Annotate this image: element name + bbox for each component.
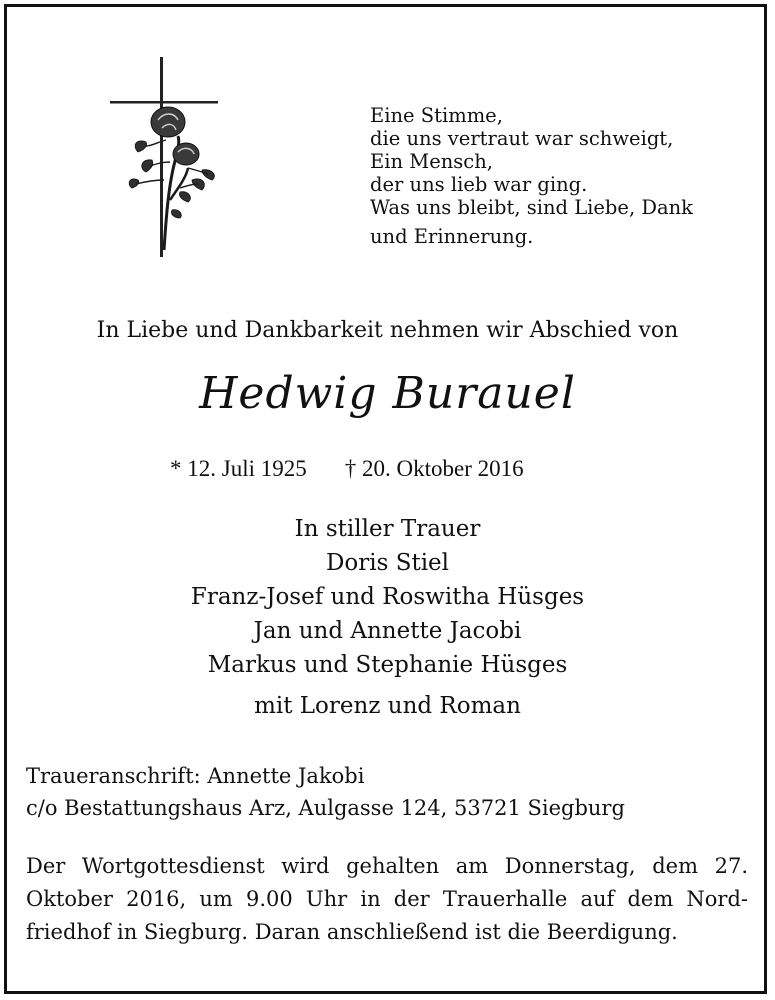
poem-line: Ein Mensch, [370,150,493,173]
mourner-line: mit Lorenz und Roman [254,693,521,719]
memorial-poem [370,104,750,248]
deceased-name: Hedwig Burauel [199,368,576,419]
address-line: Traueranschrift: Annette Jakobi [26,764,365,788]
mourner-line: Doris Stiel [325,550,450,576]
mourner-line: Franz-Josef und Roswitha Hüsges [190,584,585,610]
birth-date: * 12. Juli 1925 [170,456,307,481]
death-date: † 20. Oktober 2016 [344,456,524,481]
mourner-line: Markus und Stephanie Hüsges [207,652,568,678]
address-line: c/o Bestattungshaus Arz, Aulgasse 124, 53721 Siegburg [26,796,625,820]
mourner-line: Jan und Annette Jacobi [253,618,522,644]
mourning-address [26,760,746,824]
cross-with-rose-icon [108,50,233,265]
poem-line: Eine Stimme, [370,104,503,127]
life-dates [170,456,630,482]
poem-line: Was uns bleibt, sind Liebe, Dank [370,196,693,219]
poem-line: und Erinnerung. [370,225,534,248]
mourners-list [0,512,775,723]
poem-line: die uns vertraut war schweigt, [370,127,674,150]
poem-line: der uns lieb war ging. [370,173,588,196]
funeral-service-info: Der Wortgottesdienst wird gehalten am Donnerstag, dem 27. Oktober 2016, um 9.00 Uhr in der Trauerhalle auf dem Nord-friedhof in Siegburg. Daran anschließend ist die Beerdigung. [26,854,748,944]
farewell-intro: In Liebe und Dankbarkeit nehmen wir Abschied von [96,318,679,343]
mourner-line: In stiller Trauer [294,516,481,542]
